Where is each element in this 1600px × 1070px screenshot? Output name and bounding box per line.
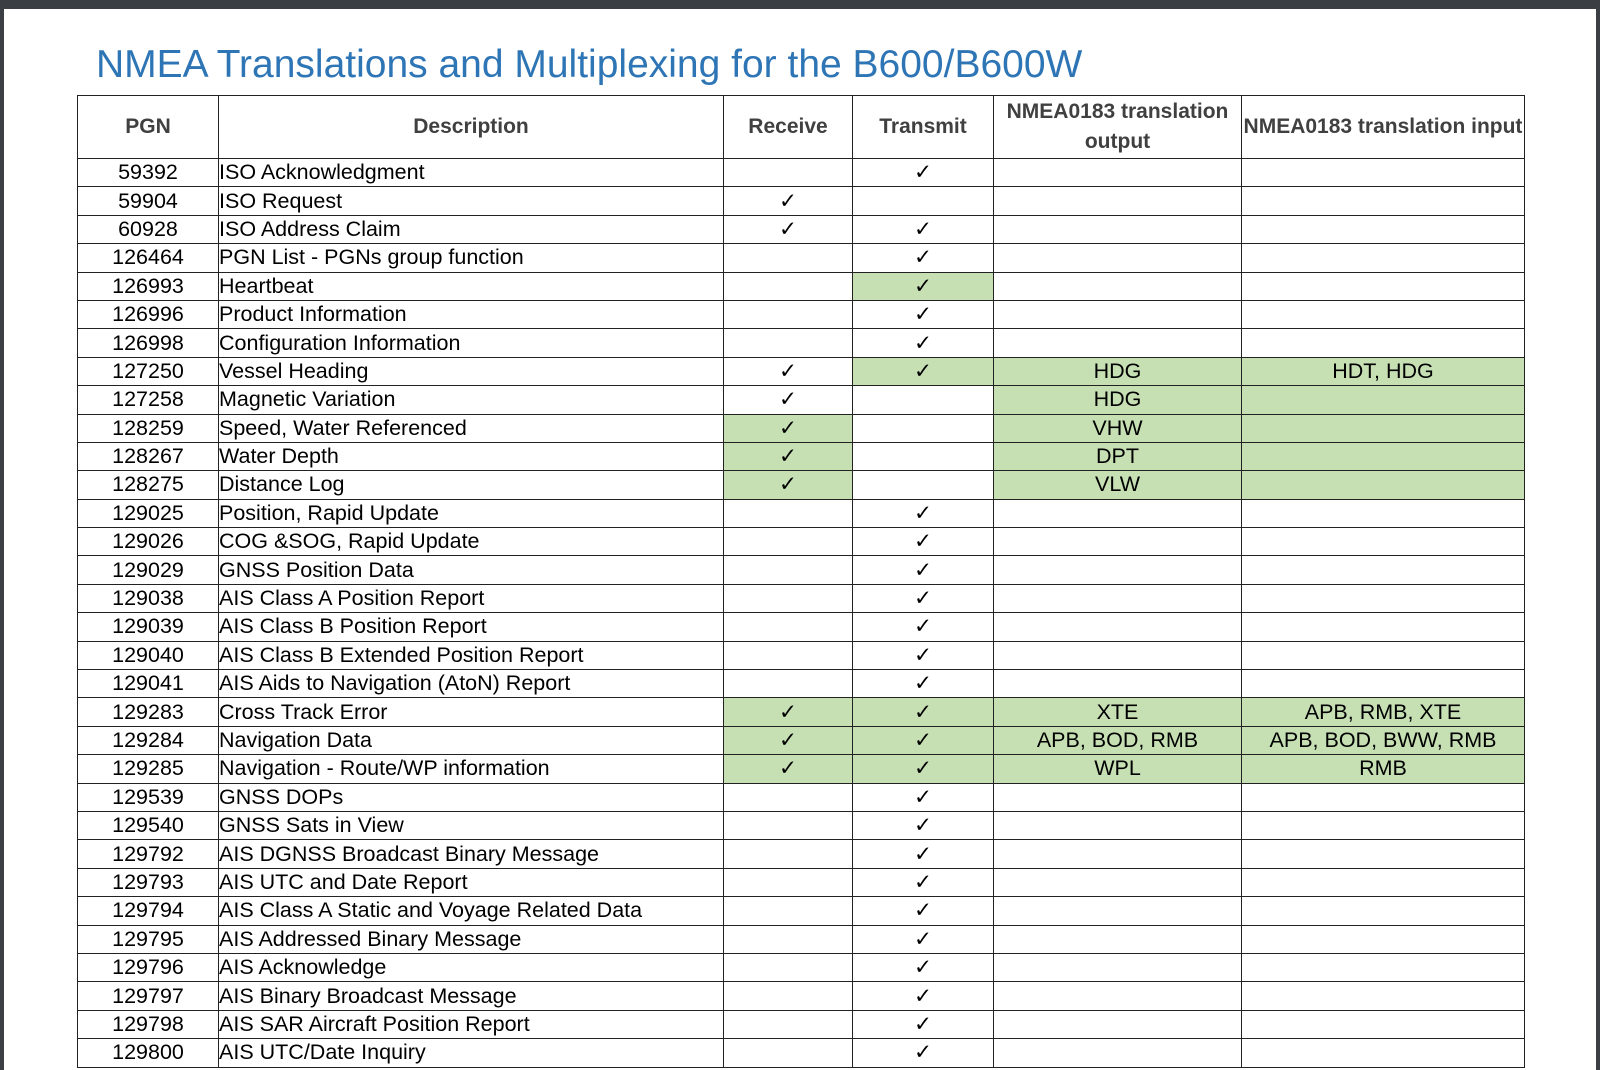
table-row [78, 244, 1525, 272]
translation-output-cell [994, 329, 1242, 357]
description-cell: AIS UTC/Date Inquiry [219, 1039, 724, 1067]
translation-input-cell [1242, 499, 1525, 527]
table-row [78, 499, 1525, 527]
description-cell: AIS Class B Extended Position Report [219, 641, 724, 669]
check-mark-icon: ✓ [778, 216, 797, 242]
receive-cell [724, 726, 853, 754]
description-cell: GNSS Sats in View [219, 811, 724, 839]
table-row [78, 357, 1525, 385]
transmit-cell [853, 244, 994, 272]
receive-cell [724, 499, 853, 527]
description-cell: Configuration Information [219, 329, 724, 357]
transmit-cell [853, 499, 994, 527]
translation-output-cell [994, 897, 1242, 925]
transmit-cell [853, 641, 994, 669]
translation-input-cell [1242, 925, 1525, 953]
pgn-cell: 129284 [78, 726, 219, 754]
translation-output-cell [994, 840, 1242, 868]
check-mark-icon: ✓ [913, 529, 932, 555]
table-row [78, 726, 1525, 754]
description-cell: Distance Log [219, 471, 724, 499]
pgn-cell: 129040 [78, 641, 219, 669]
check-mark-icon: ✓ [913, 1040, 932, 1066]
description-cell: Speed, Water Referenced [219, 414, 724, 442]
receive-cell [724, 272, 853, 300]
pgn-cell: 128275 [78, 471, 219, 499]
receive-cell [724, 187, 853, 215]
translation-input-cell [1242, 953, 1525, 981]
description-cell: Heartbeat [219, 272, 724, 300]
description-cell: ISO Address Claim [219, 215, 724, 243]
receive-cell [724, 244, 853, 272]
translation-input-cell [1242, 556, 1525, 584]
receive-cell [724, 528, 853, 556]
pgn-cell: 129792 [78, 840, 219, 868]
transmit-cell [853, 811, 994, 839]
translation-output-cell [994, 953, 1242, 981]
translation-input-cell [1242, 670, 1525, 698]
transmit-cell [853, 329, 994, 357]
translation-input-cell [1242, 215, 1525, 243]
translation-output-cell: XTE [994, 698, 1242, 726]
translation-output-cell [994, 272, 1242, 300]
translation-output-cell [994, 159, 1242, 187]
translation-output-cell [994, 499, 1242, 527]
check-mark-icon: ✓ [913, 728, 932, 753]
transmit-cell [853, 925, 994, 953]
pgn-cell: 59904 [78, 187, 219, 215]
translation-output-cell [994, 556, 1242, 584]
table-row [78, 783, 1525, 811]
check-mark-icon: ✓ [778, 472, 797, 498]
description-cell: ISO Acknowledgment [219, 159, 724, 187]
receive-cell [724, 329, 853, 357]
receive-cell [724, 1010, 853, 1038]
table-row [78, 442, 1525, 470]
check-mark-icon: ✓ [778, 188, 797, 214]
description-cell: Water Depth [219, 442, 724, 470]
pgn-cell: 129539 [78, 783, 219, 811]
description-cell: Navigation Data [219, 726, 724, 754]
transmit-cell [853, 953, 994, 981]
table-row [78, 159, 1525, 187]
description-cell: Vessel Heading [219, 357, 724, 385]
translation-output-cell [994, 982, 1242, 1010]
receive-cell [724, 897, 853, 925]
check-mark-icon: ✓ [913, 500, 932, 526]
description-cell: GNSS Position Data [219, 556, 724, 584]
table-row [78, 811, 1525, 839]
pgn-cell: 129039 [78, 613, 219, 641]
transmit-cell [853, 386, 994, 414]
header-transmit: Transmit [853, 96, 994, 159]
pgn-cell: 126998 [78, 329, 219, 357]
document-title: NMEA Translations and Multiplexing for the B600/B600W [96, 43, 1083, 86]
translation-input-cell [1242, 159, 1525, 187]
receive-cell [724, 584, 853, 612]
receive-cell [724, 159, 853, 187]
receive-cell [724, 215, 853, 243]
check-mark-icon: ✓ [778, 699, 797, 725]
translation-output-cell [994, 641, 1242, 669]
transmit-cell [853, 528, 994, 556]
pgn-cell: 129285 [78, 755, 219, 783]
translation-output-cell [994, 670, 1242, 698]
table-row [78, 698, 1525, 726]
translation-input-cell [1242, 982, 1525, 1010]
transmit-cell [853, 471, 994, 499]
check-mark-icon: ✓ [913, 557, 932, 583]
check-mark-icon: ✓ [913, 642, 932, 668]
receive-cell [724, 698, 853, 726]
receive-cell [724, 613, 853, 641]
check-mark-icon: ✓ [913, 358, 932, 384]
table-row [78, 868, 1525, 896]
table-row [78, 1010, 1525, 1038]
translation-output-cell: HDG [994, 386, 1242, 414]
table-row [78, 1039, 1525, 1067]
check-mark-icon: ✓ [913, 926, 932, 952]
translation-output-cell [994, 613, 1242, 641]
transmit-cell [853, 556, 994, 584]
transmit-cell [853, 187, 994, 215]
check-mark-icon: ✓ [913, 330, 932, 356]
table-row [78, 414, 1525, 442]
table-row [78, 528, 1525, 556]
description-cell: COG &SOG, Rapid Update [219, 528, 724, 556]
receive-cell [724, 641, 853, 669]
table-row [78, 300, 1525, 328]
check-mark-icon: ✓ [913, 841, 932, 867]
header-translation-input: NMEA0183 translation input [1242, 96, 1525, 159]
receive-cell [724, 442, 853, 470]
translation-output-cell: HDG [994, 357, 1242, 385]
receive-cell [724, 755, 853, 783]
receive-cell [724, 925, 853, 953]
translation-input-cell: RMB [1242, 755, 1525, 783]
receive-cell [724, 556, 853, 584]
description-cell: AIS DGNSS Broadcast Binary Message [219, 840, 724, 868]
pgn-cell: 129025 [78, 499, 219, 527]
pgn-cell: 129795 [78, 925, 219, 953]
check-mark-icon: ✓ [913, 756, 932, 782]
check-mark-icon: ✓ [778, 387, 797, 413]
translation-input-cell [1242, 641, 1525, 669]
translation-output-cell: VHW [994, 414, 1242, 442]
translation-input-cell [1242, 897, 1525, 925]
check-mark-icon: ✓ [913, 983, 932, 1009]
check-mark-icon: ✓ [913, 216, 932, 242]
transmit-cell [853, 584, 994, 612]
check-mark-icon: ✓ [913, 955, 932, 981]
description-cell: PGN List - PGNs group function [219, 244, 724, 272]
transmit-cell [853, 215, 994, 243]
receive-cell [724, 357, 853, 385]
table-row [78, 982, 1525, 1010]
pgn-cell: 126464 [78, 244, 219, 272]
description-cell: ISO Request [219, 187, 724, 215]
pgn-cell: 129029 [78, 556, 219, 584]
translation-input-cell [1242, 414, 1525, 442]
translation-output-cell [994, 584, 1242, 612]
translation-output-cell: APB, BOD, RMB [994, 726, 1242, 754]
translation-input-cell [1242, 442, 1525, 470]
description-cell: AIS Class A Position Report [219, 584, 724, 612]
transmit-cell [853, 783, 994, 811]
description-cell: Navigation - Route/WP information [219, 755, 724, 783]
check-mark-icon: ✓ [913, 245, 932, 271]
pgn-cell: 129794 [78, 897, 219, 925]
check-mark-icon: ✓ [778, 756, 797, 782]
translation-output-cell [994, 1039, 1242, 1067]
transmit-cell [853, 300, 994, 328]
table-row [78, 272, 1525, 300]
receive-cell [724, 811, 853, 839]
translation-input-cell [1242, 868, 1525, 896]
translation-input-cell [1242, 613, 1525, 641]
transmit-cell [853, 726, 994, 754]
transmit-cell [853, 840, 994, 868]
table-row [78, 556, 1525, 584]
pgn-cell: 129800 [78, 1039, 219, 1067]
table-row [78, 386, 1525, 414]
description-cell: Position, Rapid Update [219, 499, 724, 527]
description-cell: AIS Class A Static and Voyage Related Data [219, 897, 724, 925]
check-mark-icon: ✓ [913, 302, 932, 328]
transmit-cell [853, 414, 994, 442]
pgn-table [77, 95, 1525, 1068]
receive-cell [724, 670, 853, 698]
transmit-cell [853, 670, 994, 698]
translation-input-cell [1242, 187, 1525, 215]
check-mark-icon: ✓ [913, 273, 932, 299]
transmit-cell [853, 1039, 994, 1067]
check-mark-icon: ✓ [913, 869, 932, 895]
check-mark-icon: ✓ [913, 614, 932, 640]
transmit-cell [853, 698, 994, 726]
table-row [78, 641, 1525, 669]
description-cell: AIS Class B Position Report [219, 613, 724, 641]
transmit-cell [853, 897, 994, 925]
translation-input-cell [1242, 272, 1525, 300]
receive-cell [724, 386, 853, 414]
check-mark-icon: ✓ [913, 784, 932, 810]
table-row [78, 925, 1525, 953]
pgn-cell: 127258 [78, 386, 219, 414]
description-cell: Magnetic Variation [219, 386, 724, 414]
pgn-cell: 127250 [78, 357, 219, 385]
translation-input-cell [1242, 811, 1525, 839]
translation-output-cell [994, 215, 1242, 243]
table-row [78, 187, 1525, 215]
receive-cell [724, 783, 853, 811]
translation-input-cell [1242, 584, 1525, 612]
translation-input-cell [1242, 528, 1525, 556]
check-mark-icon: ✓ [778, 415, 797, 441]
check-mark-icon: ✓ [913, 160, 932, 186]
receive-cell [724, 414, 853, 442]
header-receive: Receive [724, 96, 853, 159]
translation-input-cell [1242, 783, 1525, 811]
pgn-cell: 129041 [78, 670, 219, 698]
translation-input-cell: APB, BOD, BWW, RMB [1242, 726, 1525, 754]
table-row [78, 670, 1525, 698]
pgn-cell: 129797 [78, 982, 219, 1010]
table-row [78, 613, 1525, 641]
translation-input-cell: APB, RMB, XTE [1242, 698, 1525, 726]
check-mark-icon: ✓ [913, 671, 932, 697]
description-cell: AIS Addressed Binary Message [219, 925, 724, 953]
pgn-cell: 129796 [78, 953, 219, 981]
translation-output-cell [994, 811, 1242, 839]
pgn-cell: 129026 [78, 528, 219, 556]
pgn-cell: 59392 [78, 159, 219, 187]
receive-cell [724, 300, 853, 328]
translation-input-cell [1242, 386, 1525, 414]
check-mark-icon: ✓ [913, 813, 932, 839]
check-mark-icon: ✓ [913, 1011, 932, 1037]
transmit-cell [853, 1010, 994, 1038]
translation-input-cell [1242, 244, 1525, 272]
pgn-cell: 129540 [78, 811, 219, 839]
translation-output-cell: VLW [994, 471, 1242, 499]
description-cell: AIS Aids to Navigation (AtoN) Report [219, 670, 724, 698]
pgn-cell: 128259 [78, 414, 219, 442]
translation-output-cell: WPL [994, 755, 1242, 783]
check-mark-icon: ✓ [913, 898, 932, 924]
receive-cell [724, 982, 853, 1010]
receive-cell [724, 1039, 853, 1067]
description-cell: Product Information [219, 300, 724, 328]
table-row [78, 953, 1525, 981]
description-cell: AIS SAR Aircraft Position Report [219, 1010, 724, 1038]
translation-input-cell [1242, 300, 1525, 328]
check-mark-icon: ✓ [913, 699, 932, 725]
description-cell: Cross Track Error [219, 698, 724, 726]
transmit-cell [853, 868, 994, 896]
header-translation-output: NMEA0183 translation output [994, 96, 1242, 159]
pgn-cell: 128267 [78, 442, 219, 470]
transmit-cell [853, 442, 994, 470]
translation-output-cell [994, 300, 1242, 328]
pgn-cell: 126996 [78, 300, 219, 328]
header-pgn: PGN [78, 96, 219, 159]
transmit-cell [853, 755, 994, 783]
translation-output-cell: DPT [994, 442, 1242, 470]
receive-cell [724, 471, 853, 499]
check-mark-icon: ✓ [778, 444, 797, 470]
pgn-cell: 129798 [78, 1010, 219, 1038]
table-row [78, 897, 1525, 925]
description-cell: GNSS DOPs [219, 783, 724, 811]
transmit-cell [853, 272, 994, 300]
description-cell: AIS Acknowledge [219, 953, 724, 981]
receive-cell [724, 868, 853, 896]
receive-cell [724, 953, 853, 981]
table-header-row [78, 96, 1525, 159]
translation-input-cell [1242, 1039, 1525, 1067]
table-row [78, 755, 1525, 783]
check-mark-icon: ✓ [913, 586, 932, 612]
translation-output-cell [994, 868, 1242, 896]
pgn-cell: 129283 [78, 698, 219, 726]
table-row [78, 329, 1525, 357]
check-mark-icon: ✓ [778, 358, 797, 384]
table-row [78, 584, 1525, 612]
translation-input-cell [1242, 840, 1525, 868]
table-body [78, 159, 1525, 1068]
pgn-cell: 60928 [78, 215, 219, 243]
receive-cell [724, 840, 853, 868]
translation-input-cell [1242, 329, 1525, 357]
translation-input-cell [1242, 1010, 1525, 1038]
translation-output-cell [994, 244, 1242, 272]
table-row [78, 840, 1525, 868]
transmit-cell [853, 982, 994, 1010]
pgn-cell: 129793 [78, 868, 219, 896]
table-row [78, 215, 1525, 243]
translation-output-cell [994, 925, 1242, 953]
description-cell: AIS UTC and Date Report [219, 868, 724, 896]
translation-output-cell [994, 1010, 1242, 1038]
translation-output-cell [994, 783, 1242, 811]
transmit-cell [853, 613, 994, 641]
translation-input-cell: HDT, HDG [1242, 357, 1525, 385]
transmit-cell [853, 357, 994, 385]
pgn-cell: 129038 [78, 584, 219, 612]
translation-input-cell [1242, 471, 1525, 499]
transmit-cell [853, 159, 994, 187]
pgn-cell: 126993 [78, 272, 219, 300]
header-description: Description [219, 96, 724, 159]
table-row [78, 471, 1525, 499]
translation-output-cell [994, 187, 1242, 215]
translation-output-cell [994, 528, 1242, 556]
document-page [4, 9, 1596, 1070]
check-mark-icon: ✓ [778, 728, 797, 753]
description-cell: AIS Binary Broadcast Message [219, 982, 724, 1010]
